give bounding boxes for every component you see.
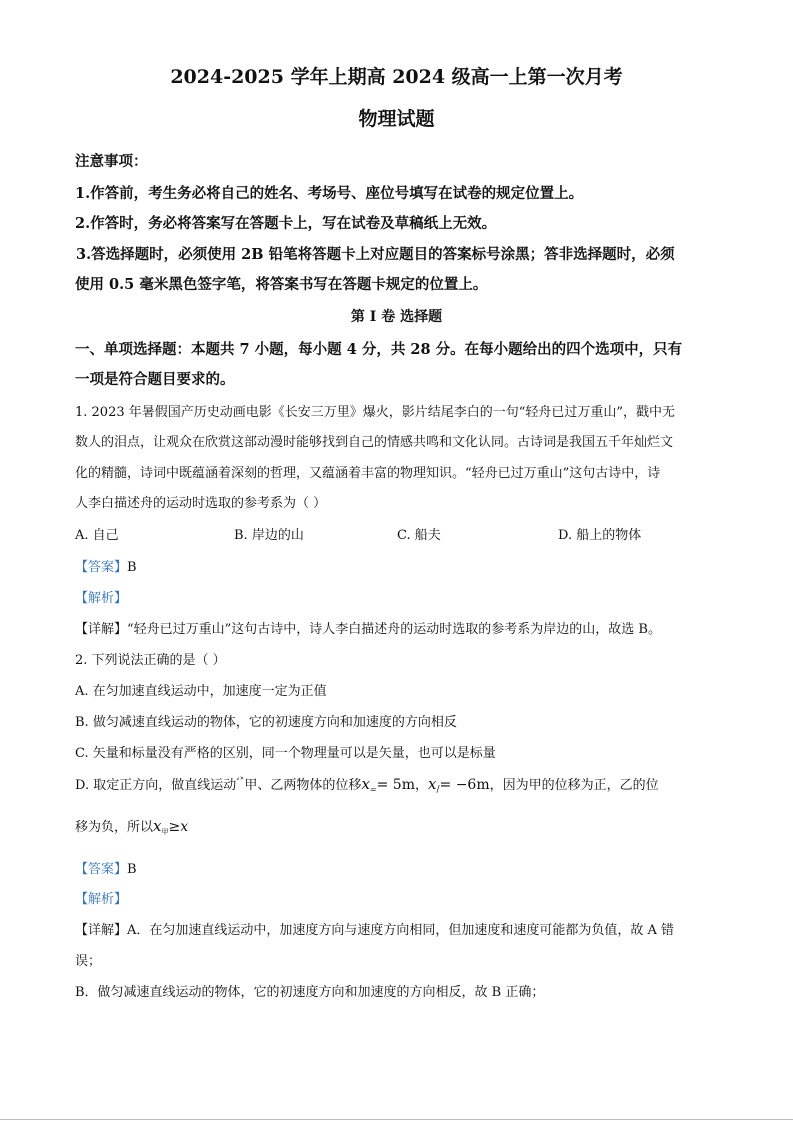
page-bottom-rule bbox=[0, 1119, 793, 1120]
math-geq-x: ≥x bbox=[168, 819, 189, 835]
q2-option-c: C. 矢量和标量没有严格的区别，同一个物理量可以是矢量，也可以是标量 bbox=[75, 746, 496, 761]
q1-option-d: D. 船上的物体 bbox=[558, 528, 642, 543]
answer-value: B bbox=[127, 862, 137, 877]
notice-item-1: 1.作答前，考生务必将自己的姓名、考场号、座位号填写在试卷的规定位置上。 bbox=[75, 185, 584, 202]
q2-option-d-text-3: ，因为甲的位移为正，乙的位 bbox=[489, 778, 659, 793]
math-sub-jia: 甲 bbox=[161, 828, 169, 836]
math-eq-1: = 5m bbox=[376, 777, 415, 793]
answer-tag: 【答案】 bbox=[75, 560, 128, 575]
notice-heading: 注意事项： bbox=[75, 153, 148, 170]
q2-option-d-text-4: 移为负，所以 bbox=[75, 820, 154, 835]
q2-option-d-line-1 bbox=[75, 774, 659, 795]
q2-detail-line-2: 误； bbox=[75, 954, 102, 969]
q1-option-b: B. 岸边的山 bbox=[234, 528, 304, 543]
q2-option-b: B. 做匀减速直线运动的物体，它的初速度方向和加速度的方向相反 bbox=[75, 715, 457, 730]
answer-tag: 【答案】 bbox=[75, 862, 128, 877]
q2-option-d-text-1: D. 取定正方向，做直线运动 bbox=[75, 778, 237, 793]
q2-option-d-text-2: 甲、乙两物体的位移 bbox=[244, 778, 362, 793]
render-glitch-glyph: ʻ˃ bbox=[236, 777, 245, 788]
q2-option-a: A. 在匀加速直线运动中，加速度一定为正值 bbox=[75, 684, 327, 699]
math-sub-2: / bbox=[436, 785, 440, 795]
math-sub-1: = bbox=[369, 785, 377, 794]
section-desc-line-1: 一、单项选择题：本题共 7 小题，每小题 4 分，共 28 分。在每小题给出的四个选项中，只有 bbox=[75, 341, 683, 358]
notice-item-3-line-2: 使用 0.5 毫米黑色签字笔，将答案书写在答题卡规定的位置上。 bbox=[75, 276, 488, 293]
math-x-jia: x bbox=[153, 817, 162, 835]
q2-detail-line-3: B．做匀减速直线运动的物体，它的初速度方向和加速度的方向相反，故 B 正确； bbox=[75, 985, 545, 1000]
q2-answer bbox=[75, 858, 137, 877]
math-x1: x bbox=[361, 775, 370, 793]
section-desc-line-2: 一项是符合题目要求的。 bbox=[75, 371, 235, 388]
math-eq-2: = −6m bbox=[439, 777, 490, 793]
q1-option-c: C. 船夫 bbox=[397, 528, 441, 543]
exam-subject: 物理试题 bbox=[358, 108, 435, 130]
math-x2: x bbox=[428, 775, 437, 793]
q2-option-d-sep: ， bbox=[414, 778, 428, 793]
q1-stem-line-3: 化的精髓，诗词中既蕴涵着深刻的哲理，又蕴涵着丰富的物理知识。“轻舟已过万重山”这句古诗中，诗 bbox=[75, 466, 661, 481]
q1-stem-line-1: 1. 2023 年暑假国产历史动画电影《长安三万里》爆火，影片结尾李白的一句“轻舟已过万重山”，戳中无 bbox=[75, 405, 676, 420]
q1-option-a: A. 自己 bbox=[75, 528, 119, 543]
exam-title: 2024-2025 学年上期高 2024 级高一上第一次月考 bbox=[170, 66, 623, 88]
q1-detail: 【详解】“轻舟已过万重山”这句古诗中，诗人李白描述舟的运动时选取的参考系为岸边的山，故选 B。 bbox=[75, 622, 661, 637]
answer-value: B bbox=[127, 560, 137, 575]
q1-analysis-tag: 【解析】 bbox=[75, 591, 128, 606]
notice-item-2: 2.作答时，务必将答案写在答题卡上，写在试卷及草稿纸上无效。 bbox=[75, 215, 497, 232]
q2-stem: 2. 下列说法正确的是（ ） bbox=[75, 653, 226, 668]
q1-stem-line-4: 人李白描述舟的运动时选取的参考系为（ ） bbox=[75, 496, 327, 511]
q2-detail-line-1: 【详解】A．在匀加速直线运动中，加速度方向与速度方向相同，但加速度和速度可能都为负值，故 A 错 bbox=[75, 923, 675, 938]
q1-answer bbox=[75, 556, 137, 575]
notice-item-3-line-1: 3.答选择题时，必须使用 2B 铅笔将答题卡上对应题目的答案标号涂黑；答非选择题时，必须 bbox=[76, 246, 675, 263]
section-title: 第 I 卷 选择题 bbox=[350, 309, 443, 325]
q1-stem-line-2: 数人的泪点，让观众在欣赏这部动漫时能够找到自己的情感共鸣和文化认同。古诗词是我国五千年灿烂文 bbox=[75, 435, 674, 450]
q2-option-d-line-2 bbox=[75, 816, 188, 837]
q2-analysis-tag: 【解析】 bbox=[75, 892, 128, 907]
